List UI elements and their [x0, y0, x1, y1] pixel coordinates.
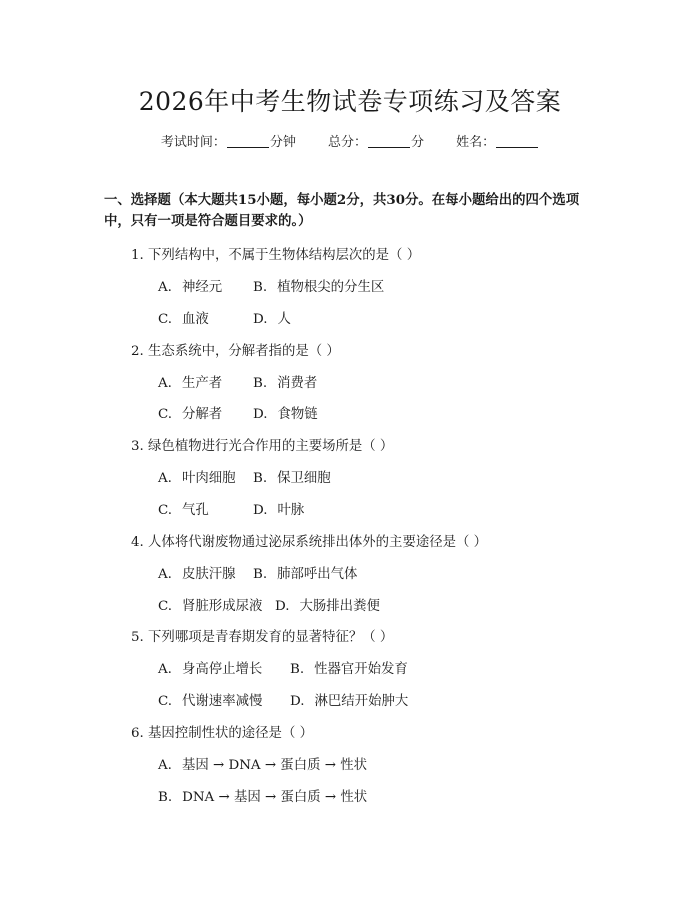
option-letter: B. — [253, 280, 268, 295]
option-text: 气孔 — [182, 503, 209, 518]
option-text: 人 — [277, 312, 291, 327]
question-stem: 3. 绿色植物进行光合作用的主要场所是（ ） — [131, 439, 394, 454]
option-letter: B. — [253, 471, 268, 486]
exam-time-label: 考试时间： — [160, 135, 226, 150]
option-letter: C. — [158, 503, 173, 518]
exam-time-field — [161, 131, 296, 150]
option-b — [253, 563, 357, 582]
option-d — [253, 308, 291, 327]
option-text: 植物根尖的分生区 — [277, 280, 385, 295]
option-text: 皮肤汗腺 — [181, 567, 236, 582]
option-text: 血液 — [182, 312, 209, 327]
total-score-blank — [368, 133, 410, 148]
option-letter: C. — [158, 599, 173, 614]
option-text: DNA → 基因 → 蛋白质 → 性状 — [182, 790, 368, 805]
option-text: 肺部呼出气体 — [277, 567, 358, 582]
option-d — [275, 595, 380, 614]
name-field — [456, 131, 539, 150]
section-heading: 一、选择题（本大题共15小题，每小题2分，共30分。在每小题给出的四个选项中，只有一项是符合题目要求的。） — [104, 192, 580, 229]
name-label: 姓名： — [456, 135, 496, 150]
question-stem: 6. 基因控制性状的途径是（ ） — [131, 726, 313, 741]
question-stem: 1. 下列结构中，不属于生物体结构层次的是（ ） — [131, 248, 421, 263]
option-text: 基因 → DNA → 蛋白质 → 性状 — [181, 758, 367, 773]
option-b — [253, 372, 317, 391]
total-score-label: 总分： — [327, 135, 367, 150]
option-letter: A. — [158, 376, 172, 391]
option-letter: A. — [158, 567, 172, 582]
option-d — [253, 403, 318, 422]
option-c — [158, 308, 209, 327]
question-stem: 5. 下列哪项是青春期发育的显著特征？（ ） — [131, 630, 394, 645]
option-text: 淋巴结开始肿大 — [314, 694, 409, 709]
option-letter: B. — [253, 376, 268, 391]
option-letter: A. — [158, 471, 172, 486]
option-b — [290, 658, 408, 677]
question-stem: 4. 人体将代谢废物通过泌尿系统排出体外的主要途径是（ ） — [131, 535, 488, 550]
option-letter: B. — [290, 662, 305, 677]
option-c — [158, 595, 262, 614]
option-text: 代谢速率减慢 — [182, 694, 263, 709]
option-text: 大肠排出粪便 — [299, 599, 380, 614]
option-letter: A. — [158, 662, 172, 677]
option-a — [158, 372, 222, 391]
exam-time-blank — [227, 133, 269, 148]
option-text: 分解者 — [182, 407, 223, 422]
option-a — [158, 467, 236, 486]
option-letter: C. — [158, 312, 173, 327]
option-letter: C. — [158, 407, 173, 422]
option-letter: D. — [290, 694, 305, 709]
option-letter: A. — [158, 280, 172, 295]
total-score-field — [328, 131, 424, 150]
option-d — [253, 499, 304, 518]
option-letter: D. — [253, 503, 268, 518]
option-a — [158, 754, 367, 773]
exam-time-unit: 分钟 — [269, 135, 296, 150]
option-letter: D. — [275, 599, 290, 614]
option-text: 叶脉 — [277, 503, 305, 518]
option-letter: D. — [253, 312, 268, 327]
option-text: 性器官开始发育 — [314, 662, 408, 677]
option-c — [158, 499, 209, 518]
option-text: 叶肉细胞 — [181, 471, 236, 486]
question-stem: 2. 生态系统中，分解者指的是（ ） — [131, 344, 340, 359]
option-letter: C. — [158, 694, 173, 709]
option-b — [253, 276, 384, 295]
option-a — [158, 658, 262, 677]
option-letter: A. — [158, 758, 172, 773]
option-text: 食物链 — [277, 407, 318, 422]
page-title: 2026年中考生物试卷专项练习及答案 — [138, 87, 562, 116]
option-c — [158, 690, 262, 709]
option-text: 肾脏形成尿液 — [182, 599, 263, 614]
option-text: 保卫细胞 — [277, 471, 331, 486]
option-a — [158, 563, 236, 582]
option-letter: B. — [158, 790, 173, 805]
option-c — [158, 403, 222, 422]
option-text: 身高停止增长 — [181, 662, 263, 677]
total-score-unit: 分 — [411, 135, 425, 150]
option-d — [290, 690, 408, 709]
option-text: 神经元 — [181, 280, 223, 295]
name-blank — [496, 133, 538, 148]
option-letter: D. — [253, 407, 268, 422]
option-b — [253, 467, 331, 486]
option-a — [158, 276, 222, 295]
option-letter: B. — [253, 567, 268, 582]
exam-info-line — [0, 131, 700, 150]
option-text: 生产者 — [181, 376, 223, 391]
option-b — [158, 786, 367, 805]
option-text: 消费者 — [277, 376, 318, 391]
